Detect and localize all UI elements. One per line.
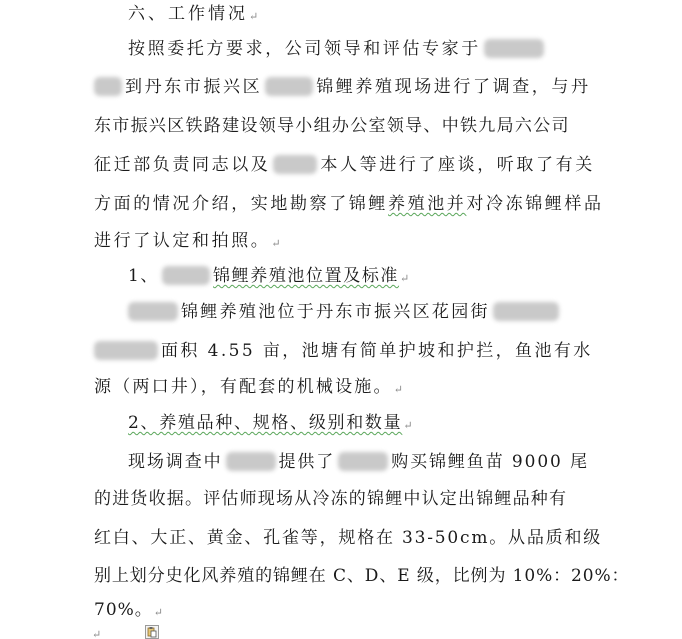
section-heading — [128, 4, 258, 27]
para3-line1-text-c: 购买锦鲤鱼苗 9000 尾 — [391, 452, 589, 472]
para1-line4-text-a: 征迁部负责同志以及 — [94, 155, 271, 175]
section-heading-text: 六、工作情况 — [128, 4, 248, 24]
para3-line3 — [94, 528, 602, 548]
paragraph-mark: ↵ — [403, 419, 413, 432]
para3-line3-text: 红白、大正、黄金、孔雀等，规格在 33-50cm。从品质和级 — [94, 528, 603, 548]
para3-line1 — [128, 452, 589, 472]
para1-line1-text: 按照委托方要求，公司领导和评估专家于 — [128, 39, 481, 59]
para1-line2 — [94, 77, 591, 97]
para1-line5-text: 方面的情况介绍，实地勘察了锦鲤 — [94, 194, 388, 214]
para3-line2-text: 的进货收据。评估师现场从冷冻的锦鲤中认定出锦鲤品种有 — [94, 489, 568, 509]
para3-line2 — [94, 489, 567, 509]
subheading-1-text: 锦鲤养殖池位置及标准 — [213, 266, 400, 286]
redacted-name — [162, 266, 210, 285]
para2-line1 — [128, 302, 562, 322]
subheading-1 — [128, 266, 409, 289]
para2-line2-text: 面积 4.55 亩，池塘有简单护坡和护拦，鱼池有水 — [161, 341, 593, 361]
para1-line2-text-b: 锦鲤养殖现场进行了调查，与丹 — [316, 77, 591, 97]
redacted-person — [226, 452, 276, 471]
paragraph-mark: ↵ — [271, 237, 281, 250]
para1-line3-text: 东市振兴区铁路建设领导小组办公室领导、中铁九局六公司 — [94, 116, 570, 136]
para3-line1-text-b: 提供了 — [278, 452, 336, 472]
para1-line5 — [94, 194, 604, 214]
paragraph-mark: ↵ — [393, 383, 403, 396]
para1-line6 — [94, 231, 281, 254]
para1-line5-text-c: 对冷冻锦鲤样品 — [466, 194, 604, 214]
para1-line2-text: 到丹东市振兴区 — [125, 77, 263, 97]
subheading-1-number: 1、 — [128, 266, 160, 286]
redacted-date — [484, 39, 544, 58]
redacted-name — [265, 77, 313, 96]
redacted-date-cont — [94, 77, 122, 96]
para1-line1 — [128, 39, 547, 59]
para3-line4-text: 别上划分史化风养殖的锦鲤在 C、D、E 级，比例为 10%：20%： — [94, 566, 630, 586]
para3-line5 — [94, 600, 163, 623]
para3-line4 — [94, 566, 629, 586]
redacted-name — [128, 302, 178, 321]
para2-line3-text: 源（两口井），有配套的机械设施。 — [94, 377, 393, 397]
paste-options-icon[interactable] — [145, 624, 159, 638]
paragraph-mark: ↵ — [153, 606, 164, 619]
para3-line1-text-a: 现场调查中 — [128, 452, 223, 472]
para1-line4 — [94, 155, 595, 175]
subheading-2-text: 2、养殖品种、规格、级别和数量 — [128, 413, 403, 433]
redacted-person — [273, 155, 317, 174]
redacted-address-cont — [94, 341, 158, 360]
para1-line6-text: 进行了认定和拍照。 — [94, 231, 271, 251]
para1-line5-underlined: 养殖池并 — [388, 194, 467, 214]
para2-line1-text: 锦鲤养殖池位于丹东市振兴区花园街 — [181, 302, 490, 322]
redacted-address — [493, 302, 559, 321]
paragraph-mark: ↵ — [400, 272, 410, 285]
para3-line5-text: 70%。 — [94, 600, 153, 620]
redacted-supplier — [338, 452, 388, 471]
para2-line3 — [94, 377, 403, 400]
para1-line4-text-b: 本人等进行了座谈，听取了有关 — [320, 155, 595, 175]
para2-line2 — [94, 341, 593, 361]
para1-line3 — [94, 116, 570, 136]
subheading-2 — [128, 413, 413, 436]
paragraph-mark: ↵ — [249, 10, 259, 23]
paragraph-mark: ↵ — [92, 628, 102, 639]
